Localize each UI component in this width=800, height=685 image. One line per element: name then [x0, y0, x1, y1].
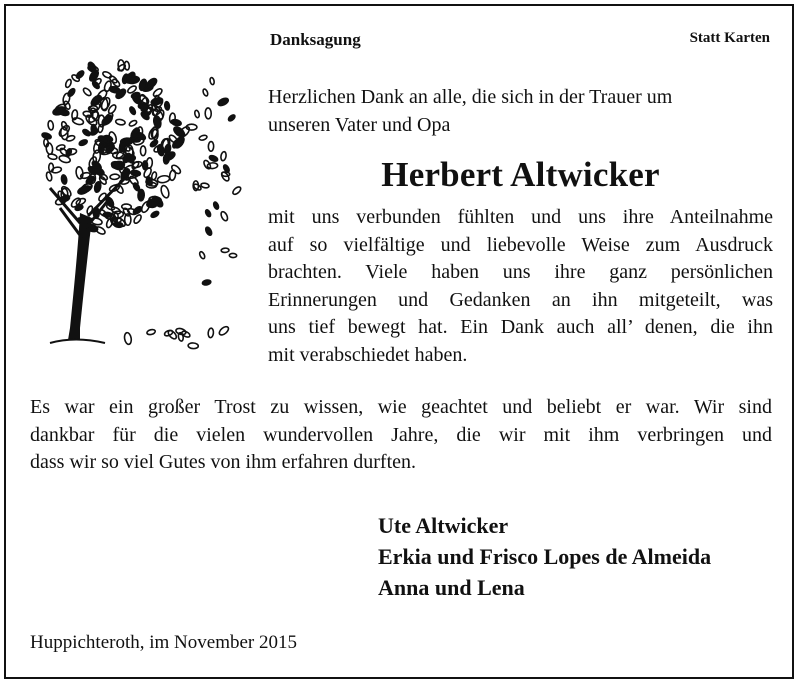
comfort-paragraph [30, 394, 772, 477]
intro-line: Herzlichen Dank an alle, die sich in der Trauer um [268, 86, 673, 108]
intro-line: unseren Vater und Opa [268, 114, 451, 136]
notice-heading: Danksagung [270, 30, 361, 49]
paragraph-line: auf so vielfältige und liebevolle Weise zum Ausdruck [268, 233, 773, 256]
paragraph-line: uns tief bewegt hat. Ein Dank auch all’ denen, die ihn [268, 316, 773, 338]
signer-name: Ute Altwicker [378, 513, 509, 538]
paragraph-line: brachten. Viele haben uns ihre ganz persönlichen [268, 261, 773, 283]
paragraph-line: Es war ein großer Trost zu wissen, wie geachtet und beliebt er war. Wir sind [30, 396, 772, 418]
windblown-tree-icon [30, 38, 250, 356]
paragraph-line: dass wir so viel Gutes von ihm erfahren durften. [30, 451, 417, 473]
signer-name: Erkia und Frisco Lopes de Almeida [378, 544, 712, 569]
statt-karten-label: Statt Karten [689, 30, 770, 46]
paragraph-line: mit uns verbunden fühlten und uns ihre Anteilnahme [268, 206, 773, 228]
paragraph-line: dankbar für die vielen wundervollen Jahre, die wir mit ihm verbringen und [30, 423, 772, 446]
paragraph-line: Erinnerungen und Gedanken an ihn mitgeteilt, was [268, 288, 773, 311]
paragraph-line: mit verabschiedet haben. [268, 343, 468, 366]
place-date: Huppichteroth, im November 2015 [30, 632, 298, 653]
intro-text [268, 83, 773, 139]
signer-name: Anna und Lena [378, 575, 525, 600]
signers-list [378, 510, 711, 603]
thanks-paragraph [268, 204, 773, 369]
deceased-name: Herbert Altwicker [381, 155, 660, 194]
